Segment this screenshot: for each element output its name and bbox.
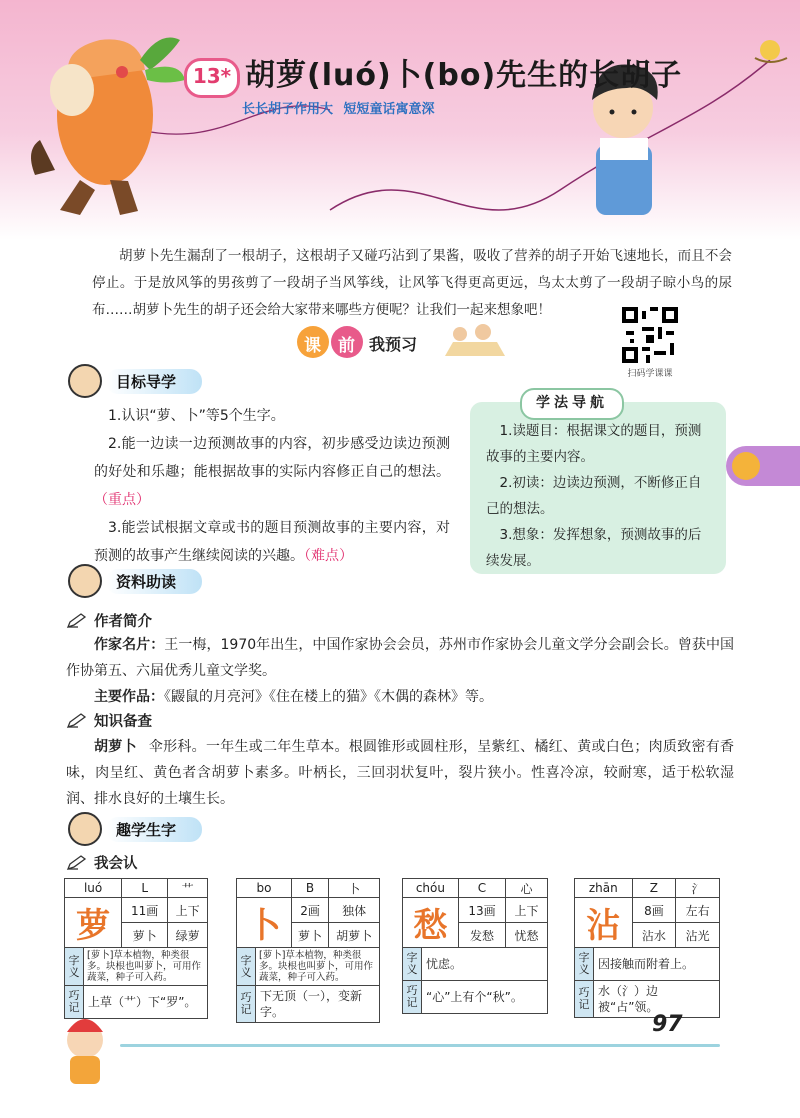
author-card	[66, 632, 734, 684]
footer-line	[120, 1044, 720, 1047]
goal-item-2-text: 2.能一边读一边预测故事的内容，初步感受边读边预测的好处和乐趣；能根据故事的实际内容修正自己的想法。	[94, 436, 450, 480]
meaning-label: 字义	[237, 948, 256, 986]
memory-label: 巧记	[403, 981, 422, 1014]
char-letter: Z	[632, 879, 676, 898]
fun-chars-heading-text: 趣学生字	[106, 817, 202, 842]
goal-item-3	[94, 514, 450, 570]
goal-item-2	[94, 430, 450, 514]
meaning-label: 字义	[65, 948, 84, 986]
char-radical: 心	[506, 879, 548, 898]
meaning-label: 字义	[403, 948, 422, 981]
author-heading-text: 作者简介	[94, 614, 152, 630]
goals-heading	[68, 370, 202, 392]
lesson-number-badge: 13*	[184, 58, 240, 98]
char-card-1	[64, 878, 208, 1019]
snail-kite-illustration	[755, 40, 787, 62]
side-tab	[726, 446, 800, 486]
preview-badge-1: 课	[304, 336, 321, 356]
teacher-icon	[68, 564, 102, 598]
char-structure: 上下	[168, 898, 208, 923]
char-glyph: 愁	[403, 898, 459, 948]
char-meaning: [萝卜]草本植物，种类很多。块根也叫萝卜，可用作蔬菜，种子可入药。	[256, 948, 380, 986]
char-radical: 卜	[329, 879, 380, 898]
char-letter: C	[458, 879, 505, 898]
knowledge-content	[66, 734, 734, 812]
char-radical: 氵	[676, 879, 720, 898]
mascot-illustration	[50, 1010, 120, 1090]
memory-label: 巧记	[575, 981, 594, 1018]
char-glyph: 萝	[65, 898, 122, 948]
char-meaning: [萝卜]草本植物，种类很多。块根也叫萝卜，可用作蔬菜，种子可入药。	[84, 948, 208, 986]
char-word-1: 沾水	[632, 923, 676, 948]
intro-text: 胡萝卜先生漏刮了一根胡子，这根胡子又碰巧沾到了果酱，吸收了营养的胡子开始飞速地长，而且不会停止。于是放风筝的男孩剪了一段胡子当风筝线，让风筝飞得更高更远，鸟太太剪了一段胡子晾小鸟的尿布……胡萝卜先生的胡子还会给大家带来哪些方便呢？让我们一起来想象吧！	[92, 248, 732, 318]
author-content	[66, 632, 734, 710]
works-text: 《鼹鼠的月亮河》《住在楼上的猫》《木偶的森林》等。	[164, 689, 493, 705]
qr-label: 扫码学课课	[627, 369, 673, 379]
goal-item-2-tag: （重点）	[94, 492, 150, 508]
char-memory: 上草（艹）下“罗”。	[84, 986, 208, 1019]
teacher-icon	[68, 812, 102, 846]
pencil-icon	[66, 613, 88, 629]
char-word-1: 萝卜	[122, 923, 168, 948]
qr-code-icon[interactable]	[622, 307, 678, 363]
page-subtitle: 长长胡子作用大 短短童话寓意深	[242, 102, 435, 117]
knowledge-text	[66, 734, 734, 812]
method-title: 学法导航	[520, 388, 624, 420]
header-illustration	[0, 0, 800, 240]
char-card-2	[236, 878, 380, 1023]
char-pinyin: chóu	[403, 879, 459, 898]
char-strokes: 8画	[632, 898, 676, 923]
knowledge-heading	[66, 710, 152, 731]
knowledge-term: 胡萝卜	[94, 739, 137, 755]
char-strokes: 2画	[291, 898, 328, 923]
tiger-icon	[732, 452, 760, 480]
author-card-text: 王一梅，1970年出生，中国作家协会会员，苏州市作家协会儿童文学分会副会长。曾获中国作协第五、六届优秀儿童文学奖。	[66, 637, 734, 679]
char-memory: 下无顶（一），变新字。	[256, 986, 380, 1023]
recognize-heading-text: 我会认	[94, 856, 138, 872]
char-word-2: 胡萝卜	[329, 923, 380, 948]
char-card-4	[574, 878, 720, 1018]
method-content	[486, 418, 714, 574]
goal-item-3-tag: （难点）	[304, 548, 353, 564]
memory-label: 巧记	[237, 986, 256, 1023]
char-meaning: 因接触而附着上。	[594, 948, 720, 981]
author-heading	[66, 610, 152, 631]
goal-item-1: 1.认识“萝、卜”等5个生字。	[108, 408, 285, 424]
method-item-1: 1.读题目：根据课文的题目，预测故事的主要内容。	[486, 423, 702, 465]
char-letter: B	[291, 879, 328, 898]
author-card-label: 作家名片：	[94, 637, 165, 653]
goals-heading-text: 目标导学	[106, 369, 202, 394]
method-item-2: 2.初读：边读边预测，不断修正自己的想法。	[486, 475, 702, 517]
pencil-icon	[66, 713, 88, 729]
char-card-3	[402, 878, 548, 1014]
page-title: 胡萝(luó)卜(bo)先生的长胡子	[245, 58, 683, 93]
author-works	[66, 684, 734, 710]
goals-content	[94, 402, 450, 570]
char-pinyin: zhān	[575, 879, 633, 898]
fun-chars-heading	[68, 818, 202, 840]
memory-label: 巧记	[65, 986, 84, 1019]
char-memory: 水（氵）边被“占”领。	[594, 981, 720, 1018]
char-pinyin: luó	[65, 879, 122, 898]
resources-heading-text: 资料助读	[106, 569, 202, 594]
preview-label: 我预习	[369, 335, 418, 354]
char-strokes: 11画	[122, 898, 168, 923]
char-structure: 左右	[676, 898, 720, 923]
char-radical: 艹	[168, 879, 208, 898]
preview-badge-2: 前	[338, 336, 355, 356]
char-word-1: 发愁	[458, 923, 505, 948]
char-pinyin: bo	[237, 879, 292, 898]
goal-item-3-text: 3.能尝试根据文章或书的题目预测故事的主要内容，对预测的故事产生继续阅读的兴趣。	[94, 520, 450, 564]
char-word-1: 萝卜	[291, 923, 328, 948]
char-strokes: 13画	[458, 898, 505, 923]
char-glyph: 卜	[237, 898, 292, 948]
char-memory: “心”上有个“秋”。	[422, 981, 548, 1014]
char-word-2: 忧愁	[506, 923, 548, 948]
char-structure: 独体	[329, 898, 380, 923]
pencil-icon	[66, 855, 88, 871]
preview-banner	[295, 318, 505, 364]
works-label: 主要作品：	[94, 689, 164, 705]
teacher-icon	[68, 364, 102, 398]
page-number: 97	[652, 1012, 683, 1037]
knowledge-heading-text: 知识备查	[94, 714, 152, 730]
char-structure: 上下	[506, 898, 548, 923]
char-glyph: 沾	[575, 898, 633, 948]
carrot-man-illustration	[31, 38, 185, 216]
method-item-3: 3.想象：发挥想象，预测故事的后续发展。	[486, 527, 702, 569]
char-word-2: 沾光	[676, 923, 720, 948]
meaning-label: 字义	[575, 948, 594, 981]
resources-heading	[68, 570, 202, 592]
char-word-2: 绿萝	[168, 923, 208, 948]
char-meaning: 忧虑。	[422, 948, 548, 981]
knowledge-body: 伞形科。一年生或二年生草本。根圆锥形或圆柱形，呈紫红、橘红、黄或白色；肉质致密有香味，肉呈红、黄色者含胡萝卜素多。叶柄长，三回羽状复叶，裂片狭小。性喜冷凉，较耐寒，适于松软湿润、排水良好的土壤生长。	[66, 739, 735, 807]
recognize-heading	[66, 852, 138, 873]
char-letter: L	[122, 879, 168, 898]
